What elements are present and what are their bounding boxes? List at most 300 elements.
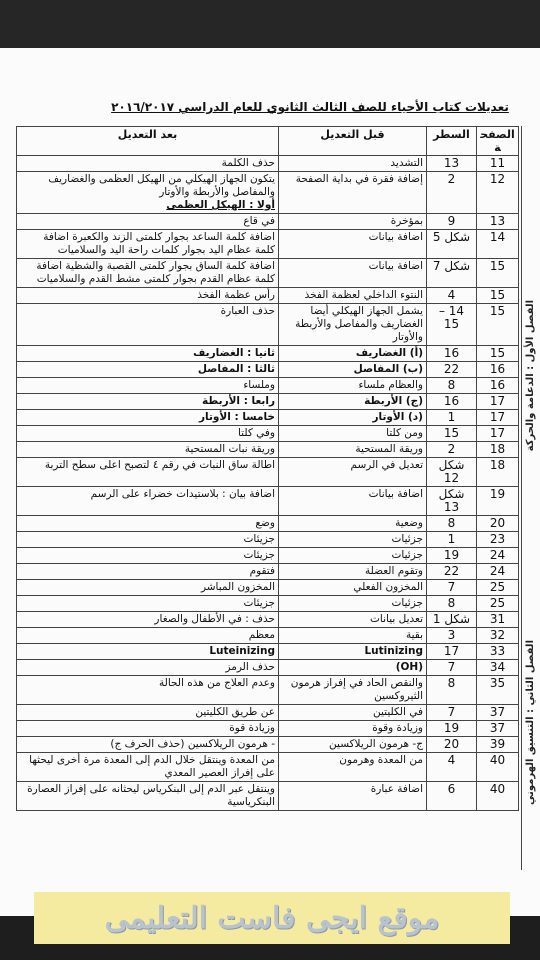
after-cell-text: حذف العبارة bbox=[220, 305, 275, 317]
after-cell bbox=[17, 304, 279, 346]
line-cell bbox=[427, 230, 477, 259]
page-cell bbox=[477, 612, 519, 628]
table-row bbox=[17, 378, 519, 394]
before-cell-text: اضافة بيانات bbox=[368, 488, 423, 500]
page-cell bbox=[477, 426, 519, 442]
before-cell bbox=[279, 737, 427, 753]
header-before: قبل التعديل bbox=[279, 127, 427, 156]
page-cell bbox=[477, 259, 519, 288]
after-cell bbox=[17, 442, 279, 458]
line-cell bbox=[427, 156, 477, 172]
before-cell-text: (ج) الأربطة bbox=[364, 395, 423, 407]
page-cell bbox=[477, 532, 519, 548]
before-cell bbox=[279, 172, 427, 214]
after-cell bbox=[17, 628, 279, 644]
line-cell-text: 2 bbox=[447, 172, 456, 186]
page-cell-text: 34 bbox=[489, 660, 506, 674]
line-cell-text: 4 bbox=[447, 753, 456, 767]
page-cell bbox=[477, 644, 519, 660]
before-cell bbox=[279, 259, 427, 288]
line-cell-text: 7 bbox=[447, 660, 456, 674]
before-cell-text: وزيادة وقوة bbox=[372, 722, 423, 734]
page-cell bbox=[477, 564, 519, 580]
after-cell-text: اضافة كلمة الساعد بجوار كلمتى الزند والكعبرة اضافة كلمة عظام اليد بجوار كلمات راحة اليد والسلاميات bbox=[43, 231, 275, 256]
page-cell bbox=[477, 721, 519, 737]
before-cell bbox=[279, 782, 427, 811]
line-cell bbox=[427, 346, 477, 362]
table-row bbox=[17, 644, 519, 660]
table-row bbox=[17, 442, 519, 458]
before-cell-text: المخزون الفعلي bbox=[353, 581, 423, 593]
page-cell-text: 16 bbox=[489, 378, 506, 392]
page-cell-text: 19 bbox=[489, 487, 506, 501]
table-row bbox=[17, 532, 519, 548]
after-cell bbox=[17, 548, 279, 564]
page-cell bbox=[477, 487, 519, 516]
line-cell-text: شكل 7 bbox=[432, 259, 471, 273]
table-row bbox=[17, 612, 519, 628]
after-cell-text: يتكون الجهاز الهيكلي من الهيكل العظمى والغضاريف والمفاصل والأربطة والأوتار bbox=[48, 173, 275, 198]
line-cell-text: 13 bbox=[443, 156, 460, 170]
page-cell-text: 18 bbox=[489, 442, 506, 456]
line-cell bbox=[427, 564, 477, 580]
after-cell-text: في قاع bbox=[243, 215, 275, 227]
table-row bbox=[17, 548, 519, 564]
table-row bbox=[17, 362, 519, 378]
line-cell bbox=[427, 628, 477, 644]
after-cell bbox=[17, 721, 279, 737]
table-row bbox=[17, 410, 519, 426]
before-cell-text: التشديد bbox=[390, 157, 423, 169]
line-cell bbox=[427, 410, 477, 426]
page-cell-text: 40 bbox=[489, 753, 506, 767]
line-cell-text: 9 bbox=[447, 214, 456, 228]
after-cell-text: اضافة كلمة الساق بجوار كلمتى القصبة والشظية اضافة كلمة عظام القدم بجوار كلمتى مشط القدم والسلاميات bbox=[36, 260, 275, 285]
after-cell bbox=[17, 532, 279, 548]
line-cell bbox=[427, 426, 477, 442]
table-row bbox=[17, 487, 519, 516]
after-cell-text: رابعا : الأربطة bbox=[202, 395, 275, 407]
page-cell bbox=[477, 362, 519, 378]
before-cell bbox=[279, 230, 427, 259]
table-row bbox=[17, 426, 519, 442]
after-cell bbox=[17, 676, 279, 705]
after-cell bbox=[17, 705, 279, 721]
after-cell-text: وزيادة قوة bbox=[229, 722, 275, 734]
line-cell bbox=[427, 288, 477, 304]
table-row bbox=[17, 753, 519, 782]
before-cell bbox=[279, 753, 427, 782]
line-cell bbox=[427, 596, 477, 612]
before-cell-text: ومن كلتا bbox=[386, 427, 423, 439]
line-cell-text: 8 bbox=[447, 378, 456, 392]
header-after: بعد التعديل bbox=[17, 127, 279, 156]
before-cell-text: بمؤخرة bbox=[390, 215, 423, 227]
after-cell bbox=[17, 580, 279, 596]
line-cell-text: 3 bbox=[447, 628, 456, 642]
line-cell bbox=[427, 378, 477, 394]
after-cell bbox=[17, 644, 279, 660]
after-cell-text: جزيئات bbox=[243, 597, 275, 609]
line-cell bbox=[427, 705, 477, 721]
after-cell-text: ثانيا : الغضاريف bbox=[193, 347, 275, 359]
line-cell-text: 17 bbox=[443, 644, 460, 658]
line-cell-text: 1 bbox=[447, 532, 456, 546]
page-cell-text: 17 bbox=[489, 394, 506, 408]
after-cell bbox=[17, 259, 279, 288]
page-cell-text: 37 bbox=[489, 721, 506, 735]
before-cell bbox=[279, 487, 427, 516]
page-cell-text: 11 bbox=[489, 156, 506, 170]
table-row bbox=[17, 564, 519, 580]
line-cell-text: شكل 13 bbox=[438, 487, 465, 514]
before-cell-text: (ب) المفاصل bbox=[353, 363, 423, 375]
page-cell-text: 39 bbox=[489, 737, 506, 751]
line-cell-text: 8 bbox=[447, 596, 456, 610]
table-row bbox=[17, 288, 519, 304]
before-cell-text: (أ) الغضاريف bbox=[355, 347, 423, 359]
before-cell-text: ج- هرمون الريلاكسين bbox=[329, 738, 423, 750]
line-cell-text: 16 bbox=[443, 346, 460, 360]
after-cell bbox=[17, 394, 279, 410]
line-cell bbox=[427, 172, 477, 214]
before-cell-text: بقية bbox=[405, 629, 423, 641]
page-cell-text: 20 bbox=[489, 516, 506, 530]
page-cell-text: 17 bbox=[489, 426, 506, 440]
table-row bbox=[17, 259, 519, 288]
page-cell-text: 15 bbox=[489, 304, 506, 318]
table-row bbox=[17, 394, 519, 410]
after-cell bbox=[17, 596, 279, 612]
page-cell bbox=[477, 737, 519, 753]
table-row bbox=[17, 214, 519, 230]
page-cell-text: 33 bbox=[489, 644, 506, 658]
before-cell bbox=[279, 304, 427, 346]
after-cell bbox=[17, 156, 279, 172]
after-cell-text: - هرمون الريلاكسين (حذف الحرف ج) bbox=[110, 738, 275, 750]
after-cell bbox=[17, 362, 279, 378]
page-cell-text: 23 bbox=[489, 532, 506, 546]
page-cell-text: 15 bbox=[489, 259, 506, 273]
line-cell-text: 15 bbox=[443, 426, 460, 440]
before-cell bbox=[279, 628, 427, 644]
before-cell bbox=[279, 644, 427, 660]
after-cell-text: حذف : في الأطفال والصغار bbox=[154, 613, 275, 625]
after-cell-text: وعدم العلاج من هذه الحالة bbox=[158, 677, 275, 689]
table-row bbox=[17, 676, 519, 705]
before-cell bbox=[279, 660, 427, 676]
table-row bbox=[17, 721, 519, 737]
page-cell bbox=[477, 753, 519, 782]
after-cell-text: فتقوم bbox=[249, 565, 275, 577]
line-cell bbox=[427, 737, 477, 753]
after-cell-text: حذف الرمز bbox=[225, 661, 275, 673]
page-cell-text: 24 bbox=[489, 564, 506, 578]
after-cell bbox=[17, 214, 279, 230]
after-cell-text: المخزون المباشر bbox=[200, 581, 275, 593]
after-cell-text: وفي كلتا bbox=[237, 427, 275, 439]
before-cell bbox=[279, 288, 427, 304]
before-cell bbox=[279, 156, 427, 172]
page-cell bbox=[477, 156, 519, 172]
site-watermark: موقع ايجى فاست التعليمى bbox=[34, 892, 510, 944]
table-row bbox=[17, 458, 519, 487]
after-cell-text: وريقة نبات المستحية bbox=[184, 443, 275, 455]
table-row bbox=[17, 705, 519, 721]
after-cell-text: اطالة ساق النبات في رقم ٤ لتصبح اعلى سطح التربة bbox=[44, 459, 275, 471]
page-cell bbox=[477, 516, 519, 532]
table-header-row bbox=[17, 127, 519, 156]
page-cell bbox=[477, 214, 519, 230]
line-cell bbox=[427, 721, 477, 737]
line-cell-text: 19 bbox=[443, 548, 460, 562]
line-cell bbox=[427, 612, 477, 628]
line-cell-text: 7 bbox=[447, 580, 456, 594]
after-cell bbox=[17, 487, 279, 516]
before-cell-text: في الكليتين bbox=[373, 706, 423, 718]
line-cell-text: 7 bbox=[447, 705, 456, 719]
page-cell bbox=[477, 782, 519, 811]
before-cell-text: (OH) bbox=[395, 661, 423, 673]
page-cell bbox=[477, 580, 519, 596]
line-cell-text: 2 bbox=[447, 442, 456, 456]
page-cell-text: 25 bbox=[489, 580, 506, 594]
line-cell-text: 22 bbox=[443, 362, 460, 376]
after-cell bbox=[17, 172, 279, 214]
before-cell bbox=[279, 516, 427, 532]
after-cell bbox=[17, 288, 279, 304]
table-row bbox=[17, 628, 519, 644]
page-cell-text: 16 bbox=[489, 362, 506, 376]
table-row bbox=[17, 346, 519, 362]
table-row bbox=[17, 737, 519, 753]
before-cell bbox=[279, 442, 427, 458]
page-cell-text: 31 bbox=[489, 612, 506, 626]
document-title: تعديلات كتاب الأحياء للصف الثالث الثانوي للعام الدراسي ٢٠١٦/٢٠١٧ bbox=[111, 100, 509, 114]
line-cell-text: 8 bbox=[447, 676, 456, 690]
before-cell bbox=[279, 548, 427, 564]
after-cell bbox=[17, 753, 279, 782]
page-cell bbox=[477, 230, 519, 259]
after-cell bbox=[17, 612, 279, 628]
after-cell-text: ثالثا : المفاصل bbox=[197, 363, 275, 375]
page-cell-text: 18 bbox=[489, 458, 506, 472]
page-cell bbox=[477, 442, 519, 458]
after-cell-text: خامسا : الأوتار bbox=[198, 411, 275, 423]
header-line: السطر bbox=[427, 127, 477, 156]
after-cell bbox=[17, 737, 279, 753]
chapter-one-label: الفصل الأول : الدعامة والحركة bbox=[525, 300, 536, 452]
line-cell bbox=[427, 362, 477, 378]
before-cell-text: تعديل في الرسم bbox=[350, 459, 423, 471]
before-cell-text: Lutinizing bbox=[364, 645, 423, 657]
page-cell bbox=[477, 346, 519, 362]
after-cell bbox=[17, 410, 279, 426]
after-cell-text: اضافة بيان : بلاستيدات خضراء على الرسم bbox=[90, 488, 275, 500]
before-cell bbox=[279, 596, 427, 612]
before-cell-text: يشمل الجهاز الهيكلي أيضا الغضاريف والمفاصل والأربطة والأوتار bbox=[295, 305, 423, 343]
page-cell-text: 14 bbox=[489, 230, 506, 244]
line-cell bbox=[427, 532, 477, 548]
after-cell bbox=[17, 564, 279, 580]
before-cell-text: (د) الأوتار bbox=[372, 411, 423, 423]
before-cell-text: جزئيات bbox=[391, 597, 423, 609]
line-cell-text: شكل 1 bbox=[432, 612, 471, 626]
before-cell-text: إضافة فقرة في بداية الصفحة bbox=[295, 173, 423, 185]
page-cell bbox=[477, 705, 519, 721]
line-cell bbox=[427, 259, 477, 288]
changes-table bbox=[16, 126, 519, 811]
before-cell bbox=[279, 721, 427, 737]
table-row bbox=[17, 230, 519, 259]
line-cell bbox=[427, 516, 477, 532]
table-row bbox=[17, 580, 519, 596]
page-cell bbox=[477, 394, 519, 410]
before-cell-text: جزئيات bbox=[391, 549, 423, 561]
page-cell bbox=[477, 660, 519, 676]
line-cell bbox=[427, 304, 477, 346]
before-cell-text: اضافة عبارة bbox=[370, 783, 423, 795]
before-cell bbox=[279, 214, 427, 230]
after-cell-subheading: أولا : الهيكل العظمى bbox=[166, 199, 275, 211]
line-cell-text: شكل 5 bbox=[432, 230, 471, 244]
page-cell bbox=[477, 378, 519, 394]
before-cell bbox=[279, 410, 427, 426]
table-row bbox=[17, 156, 519, 172]
before-cell-text: وضعية bbox=[395, 517, 423, 529]
after-cell bbox=[17, 458, 279, 487]
line-cell-text: 22 bbox=[443, 564, 460, 578]
before-cell bbox=[279, 564, 427, 580]
after-cell-text: جزيئات bbox=[243, 549, 275, 561]
before-cell bbox=[279, 362, 427, 378]
before-cell bbox=[279, 378, 427, 394]
after-cell-text: Luteinizing bbox=[209, 645, 275, 657]
after-cell bbox=[17, 782, 279, 811]
page-cell-text: 35 bbox=[489, 676, 506, 690]
line-cell-text: 19 bbox=[443, 721, 460, 735]
before-cell-text: وريقة المستحية bbox=[355, 443, 423, 455]
line-cell bbox=[427, 487, 477, 516]
line-cell bbox=[427, 676, 477, 705]
before-cell-text: اضافة بيانات bbox=[368, 231, 423, 243]
table-row bbox=[17, 660, 519, 676]
line-cell bbox=[427, 580, 477, 596]
line-cell bbox=[427, 214, 477, 230]
line-cell bbox=[427, 644, 477, 660]
after-cell-text: رأس عظمة الفخذ bbox=[197, 289, 275, 301]
line-cell bbox=[427, 782, 477, 811]
after-cell-text: وملساء bbox=[243, 379, 275, 391]
after-cell-text: جزيئات bbox=[243, 533, 275, 545]
chapter-two-label: الفصل الثاني : التنسيق الهرموني bbox=[525, 640, 536, 805]
line-cell bbox=[427, 548, 477, 564]
before-cell-text: والنقص الحاد في إفراز هرمون الثيروكسين bbox=[290, 677, 423, 702]
before-cell bbox=[279, 346, 427, 362]
page-cell bbox=[477, 410, 519, 426]
after-cell-text: حذف الكلمة bbox=[221, 157, 275, 169]
page-cell bbox=[477, 458, 519, 487]
table-row bbox=[17, 304, 519, 346]
after-cell-text: وضع bbox=[255, 517, 275, 529]
page-cell-text: 24 bbox=[489, 548, 506, 562]
before-cell bbox=[279, 580, 427, 596]
before-cell bbox=[279, 426, 427, 442]
line-cell bbox=[427, 753, 477, 782]
line-cell-text: 4 bbox=[447, 288, 456, 302]
page-cell-text: 13 bbox=[489, 214, 506, 228]
page-cell bbox=[477, 596, 519, 612]
after-cell bbox=[17, 230, 279, 259]
page-cell-text: 17 bbox=[489, 410, 506, 424]
page-cell-text: 32 bbox=[489, 628, 506, 642]
page-cell bbox=[477, 548, 519, 564]
after-cell bbox=[17, 346, 279, 362]
after-cell-text: معظم bbox=[248, 629, 275, 641]
before-cell bbox=[279, 394, 427, 410]
top-dark-bar bbox=[0, 0, 540, 48]
page-cell-text: 15 bbox=[489, 346, 506, 360]
before-cell-text: من المعدة وهرمون bbox=[339, 754, 423, 766]
page-cell bbox=[477, 288, 519, 304]
after-cell bbox=[17, 378, 279, 394]
before-cell bbox=[279, 676, 427, 705]
table-row bbox=[17, 172, 519, 214]
page-cell bbox=[477, 676, 519, 705]
before-cell-text: اضافة بيانات bbox=[368, 260, 423, 272]
before-cell bbox=[279, 705, 427, 721]
line-cell-text: 8 bbox=[447, 516, 456, 530]
before-cell-text: جزئيات bbox=[391, 533, 423, 545]
after-cell bbox=[17, 426, 279, 442]
page-cell bbox=[477, 628, 519, 644]
after-cell-text: وينتقل عبر الدم إلى البنكرياس ليحثانه على إفراز العصارة البنكرياسية bbox=[27, 783, 275, 808]
before-cell-text: تعديل بيانات bbox=[369, 613, 423, 625]
line-cell bbox=[427, 442, 477, 458]
page-cell-text: 40 bbox=[489, 782, 506, 796]
page-cell-text: 12 bbox=[489, 172, 506, 186]
before-cell-text: والعظام ملساء bbox=[358, 379, 423, 391]
line-cell bbox=[427, 394, 477, 410]
line-cell bbox=[427, 660, 477, 676]
line-cell-text: 6 bbox=[447, 782, 456, 796]
before-cell bbox=[279, 458, 427, 487]
line-cell bbox=[427, 458, 477, 487]
before-cell-text: النتوء الداخلي لعظمة الفخذ bbox=[304, 289, 423, 301]
after-cell bbox=[17, 516, 279, 532]
line-cell-text: 14 – 15 bbox=[438, 304, 465, 331]
line-cell-text: شكل 12 bbox=[438, 458, 465, 485]
header-page: الصفحة bbox=[477, 127, 519, 156]
table-row bbox=[17, 782, 519, 811]
page-cell-text: 15 bbox=[489, 288, 506, 302]
page-cell bbox=[477, 304, 519, 346]
after-cell-text: من المعدة وينتقل خلال الدم إلى المعدة مرة أخرى ليحثها على إفراز العصير المعدي bbox=[29, 754, 275, 779]
table-row bbox=[17, 596, 519, 612]
line-cell-text: 1 bbox=[447, 410, 456, 424]
before-cell bbox=[279, 532, 427, 548]
page-cell-text: 25 bbox=[489, 596, 506, 610]
after-cell bbox=[17, 660, 279, 676]
table-row bbox=[17, 516, 519, 532]
page-cell bbox=[477, 172, 519, 214]
before-cell bbox=[279, 612, 427, 628]
line-cell-text: 16 bbox=[443, 394, 460, 408]
after-cell-text: عن طريق الكليتين bbox=[195, 706, 275, 718]
line-cell-text: 20 bbox=[443, 737, 460, 751]
page-cell-text: 37 bbox=[489, 705, 506, 719]
before-cell-text: وتقوم العضلة bbox=[365, 565, 423, 577]
